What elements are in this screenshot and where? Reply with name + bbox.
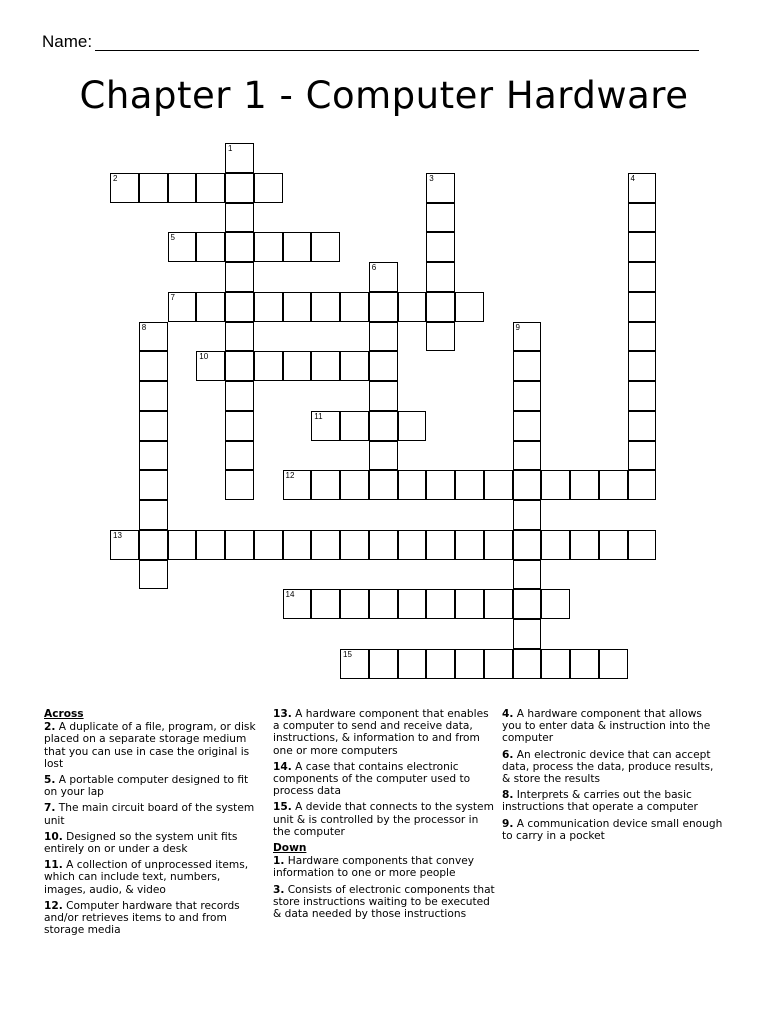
clue-across-7: 7. The main circuit board of the system unit bbox=[44, 802, 255, 827]
clue-across-15: 15. A devide that connects to the system unit & is controlled by the processor in the computer bbox=[273, 801, 494, 838]
crossword-cell[interactable] bbox=[426, 649, 455, 679]
crossword-cell[interactable] bbox=[455, 292, 484, 322]
crossword-cell[interactable] bbox=[599, 470, 628, 500]
crossword-cell[interactable] bbox=[225, 322, 254, 352]
crossword-cell[interactable] bbox=[168, 232, 197, 262]
crossword-cell[interactable] bbox=[225, 203, 254, 233]
clue-down-9: 9. A communication device small enough to carry in a pocket bbox=[502, 817, 723, 842]
clue-down-3: 3. Consists of electronic components that store instructions waiting to be executed & data needed by those instructions bbox=[273, 883, 495, 921]
crossword-cell[interactable] bbox=[513, 381, 542, 411]
crossword-cell[interactable] bbox=[369, 292, 398, 322]
crossword-cell[interactable] bbox=[455, 470, 484, 500]
crossword-cell[interactable] bbox=[139, 560, 168, 590]
crossword-cell[interactable] bbox=[628, 262, 657, 292]
crossword-cell[interactable] bbox=[225, 441, 254, 471]
crossword-cell[interactable] bbox=[455, 649, 484, 679]
crossword-cell[interactable] bbox=[398, 530, 427, 560]
crossword-cell[interactable] bbox=[283, 530, 312, 560]
crossword-cell[interactable] bbox=[513, 649, 542, 679]
crossword-cell[interactable] bbox=[283, 589, 312, 619]
crossword-cell[interactable] bbox=[628, 292, 657, 322]
crossword-cell[interactable] bbox=[369, 649, 398, 679]
crossword-cell[interactable] bbox=[225, 411, 254, 441]
clue-number: 2 bbox=[113, 173, 118, 183]
crossword-cell[interactable] bbox=[398, 649, 427, 679]
crossword-cell[interactable] bbox=[311, 530, 340, 560]
crossword-cell[interactable] bbox=[139, 381, 168, 411]
crossword-cell[interactable] bbox=[311, 232, 340, 262]
across-heading: Across bbox=[44, 708, 84, 720]
crossword-cell[interactable] bbox=[513, 411, 542, 441]
clue-number: 6 bbox=[371, 263, 377, 272]
crossword-cell[interactable] bbox=[513, 530, 542, 560]
down-heading: Down bbox=[273, 842, 307, 855]
clue-number: 13 bbox=[113, 530, 122, 540]
crossword-cell[interactable] bbox=[168, 173, 197, 203]
crossword-cell[interactable] bbox=[570, 649, 599, 679]
crossword-cell[interactable] bbox=[628, 470, 657, 500]
crossword-cell[interactable] bbox=[225, 351, 254, 381]
crossword-cell[interactable] bbox=[283, 232, 312, 262]
crossword-cell[interactable] bbox=[196, 173, 225, 203]
clue-column-2 bbox=[273, 708, 495, 924]
clue-number: 3 bbox=[429, 173, 434, 183]
crossword-cell[interactable] bbox=[628, 322, 657, 352]
crossword-cell[interactable] bbox=[513, 619, 542, 649]
crossword-cell[interactable] bbox=[426, 232, 455, 262]
crossword-cell[interactable] bbox=[369, 530, 398, 560]
crossword-cell[interactable] bbox=[225, 262, 254, 292]
clue-across-11: 11. A collection of unprocessed items, which can include text, numbers, images, audio, & video bbox=[44, 859, 249, 896]
crossword-cell[interactable] bbox=[340, 351, 369, 381]
crossword-cell[interactable] bbox=[196, 530, 225, 560]
crossword-cell[interactable] bbox=[254, 232, 283, 262]
crossword-cell[interactable] bbox=[139, 411, 168, 441]
crossword-cell[interactable] bbox=[283, 292, 312, 322]
crossword-cell[interactable] bbox=[628, 203, 657, 233]
clue-number: 14 bbox=[285, 590, 295, 600]
clue-down-8: 8. Interprets & carries out the basic instructions that operate a computer bbox=[502, 789, 698, 814]
crossword-cell[interactable] bbox=[541, 530, 570, 560]
page-title: Chapter 1 - Computer Hardware bbox=[79, 74, 689, 117]
crossword-cell[interactable] bbox=[426, 262, 455, 292]
crossword-cell[interactable] bbox=[513, 351, 542, 381]
crossword-cell[interactable] bbox=[225, 381, 254, 411]
crossword-cell[interactable] bbox=[541, 470, 570, 500]
crossword-cell[interactable] bbox=[570, 470, 599, 500]
crossword-cell[interactable] bbox=[283, 351, 312, 381]
crossword-cell[interactable] bbox=[426, 530, 455, 560]
crossword-cell[interactable] bbox=[599, 649, 628, 679]
clue-number: 9 bbox=[515, 322, 520, 332]
clue-down-1: 1. Hardware components that convey information to one or more people bbox=[273, 855, 475, 880]
crossword-cell[interactable] bbox=[628, 173, 657, 203]
crossword-cell[interactable] bbox=[369, 322, 398, 352]
crossword-cell[interactable] bbox=[369, 470, 398, 500]
clue-across-5: 5. A portable computer designed to fit on your lap bbox=[44, 774, 249, 799]
crossword-cell[interactable] bbox=[254, 173, 283, 203]
crossword-cell[interactable] bbox=[168, 530, 197, 560]
clue-column-3 bbox=[502, 708, 724, 846]
crossword-cell[interactable] bbox=[513, 322, 542, 352]
crossword-cell[interactable] bbox=[513, 589, 542, 619]
clue-column-1 bbox=[44, 708, 256, 940]
crossword-cell[interactable] bbox=[455, 530, 484, 560]
crossword-cell[interactable] bbox=[398, 292, 427, 322]
clue-number: 11 bbox=[314, 411, 323, 421]
crossword-cell[interactable] bbox=[139, 351, 168, 381]
crossword-cell[interactable] bbox=[340, 411, 369, 441]
crossword-cell[interactable] bbox=[225, 173, 254, 203]
clue-down-6: 6. An electronic device that can accept data, process the data, produce results, & store the results bbox=[502, 748, 714, 786]
crossword-cell[interactable] bbox=[340, 589, 369, 619]
crossword-cell[interactable] bbox=[599, 530, 628, 560]
crossword-cell[interactable] bbox=[541, 589, 570, 619]
crossword-cell[interactable] bbox=[628, 411, 657, 441]
crossword-cell[interactable] bbox=[311, 351, 340, 381]
crossword-cell[interactable] bbox=[369, 441, 398, 471]
crossword-cell[interactable] bbox=[513, 560, 542, 590]
crossword-cell[interactable] bbox=[398, 470, 427, 500]
crossword-cell[interactable] bbox=[369, 351, 398, 381]
clue-number: 4 bbox=[630, 173, 635, 183]
crossword-cell[interactable] bbox=[628, 232, 657, 262]
clue-across-10: 10. Designed so the system unit fits entirely on or under a desk bbox=[44, 830, 238, 856]
crossword-cell[interactable] bbox=[398, 411, 427, 441]
crossword-cell[interactable] bbox=[484, 530, 513, 560]
crossword-cell[interactable] bbox=[426, 173, 455, 203]
crossword-cell[interactable] bbox=[225, 232, 254, 262]
crossword-cell[interactable] bbox=[311, 589, 340, 619]
crossword-cell[interactable] bbox=[139, 530, 168, 560]
crossword-cell[interactable] bbox=[484, 470, 513, 500]
crossword-cell[interactable] bbox=[340, 470, 369, 500]
clue-across-2: 2. A duplicate of a file, program, or disk placed on a separate storage medium that you can use in case the original is lost bbox=[44, 721, 256, 770]
clue-number: 15 bbox=[343, 649, 352, 659]
crossword-cell[interactable] bbox=[455, 589, 484, 619]
crossword-cell[interactable] bbox=[254, 530, 283, 560]
crossword-cell[interactable] bbox=[196, 232, 225, 262]
crossword-cell[interactable] bbox=[398, 589, 427, 619]
crossword-cell[interactable] bbox=[369, 381, 398, 411]
crossword-cell[interactable] bbox=[426, 470, 455, 500]
crossword-cell[interactable] bbox=[369, 589, 398, 619]
crossword-cell[interactable] bbox=[628, 530, 657, 560]
crossword-cell[interactable] bbox=[311, 292, 340, 322]
clue-number: 5 bbox=[170, 233, 175, 243]
crossword-cell[interactable] bbox=[225, 143, 254, 173]
clue-number: 7 bbox=[170, 292, 175, 302]
clue-number: 1 bbox=[228, 144, 233, 153]
crossword-cell[interactable] bbox=[369, 411, 398, 441]
crossword-cell[interactable] bbox=[225, 530, 254, 560]
clue-across-13: 13. A hardware component that enables a computer to send and receive data, instructions, & information to and from one or more computers bbox=[273, 708, 489, 757]
clue-number: 8 bbox=[141, 322, 147, 332]
crossword-cell[interactable] bbox=[168, 292, 197, 322]
crossword-cell[interactable] bbox=[311, 411, 340, 441]
clue-across-14: 14. A case that contains electronic components of the computer used to process data bbox=[273, 760, 471, 798]
crossword-cell[interactable] bbox=[484, 649, 513, 679]
crossword-cell[interactable] bbox=[139, 173, 168, 203]
crossword-cell[interactable] bbox=[426, 322, 455, 352]
crossword-cell[interactable] bbox=[426, 292, 455, 322]
crossword-cell[interactable] bbox=[513, 470, 542, 500]
crossword-cell[interactable] bbox=[628, 351, 657, 381]
crossword-cell[interactable] bbox=[139, 500, 168, 530]
name-label: Name: bbox=[42, 32, 93, 51]
crossword-cell[interactable] bbox=[484, 589, 513, 619]
crossword-cell[interactable] bbox=[311, 470, 340, 500]
clue-down-4: 4. A hardware component that allows you to enter data & instruction into the computer bbox=[502, 708, 711, 745]
clue-across-12: 12. Computer hardware that records and/or retrieves items to and from storage media bbox=[44, 899, 240, 937]
crossword-cell[interactable] bbox=[225, 292, 254, 322]
crossword-cell[interactable] bbox=[254, 292, 283, 322]
crossword-cell[interactable] bbox=[139, 441, 168, 471]
crossword-cell[interactable] bbox=[110, 530, 139, 560]
crossword-cell[interactable] bbox=[628, 381, 657, 411]
crossword-cell[interactable] bbox=[254, 351, 283, 381]
crossword-cell[interactable] bbox=[196, 351, 225, 381]
crossword-cell[interactable] bbox=[139, 322, 168, 352]
clue-number: 10 bbox=[199, 352, 209, 362]
crossword-cell[interactable] bbox=[283, 470, 312, 500]
crossword-cell[interactable] bbox=[340, 292, 369, 322]
crossword-cell[interactable] bbox=[541, 649, 570, 679]
crossword-cell[interactable] bbox=[110, 173, 139, 203]
crossword-cell[interactable] bbox=[225, 470, 254, 500]
clue-number: 12 bbox=[285, 471, 295, 481]
crossword-cell[interactable] bbox=[369, 262, 398, 292]
crossword-cell[interactable] bbox=[513, 500, 542, 530]
crossword-cell[interactable] bbox=[426, 589, 455, 619]
crossword-cell[interactable] bbox=[570, 530, 599, 560]
crossword-cell[interactable] bbox=[513, 441, 542, 471]
crossword-cell[interactable] bbox=[196, 292, 225, 322]
crossword-cell[interactable] bbox=[628, 441, 657, 471]
crossword-cell[interactable] bbox=[426, 203, 455, 233]
crossword-cell[interactable] bbox=[340, 530, 369, 560]
crossword-cell[interactable] bbox=[340, 649, 369, 679]
crossword-cell[interactable] bbox=[139, 470, 168, 500]
